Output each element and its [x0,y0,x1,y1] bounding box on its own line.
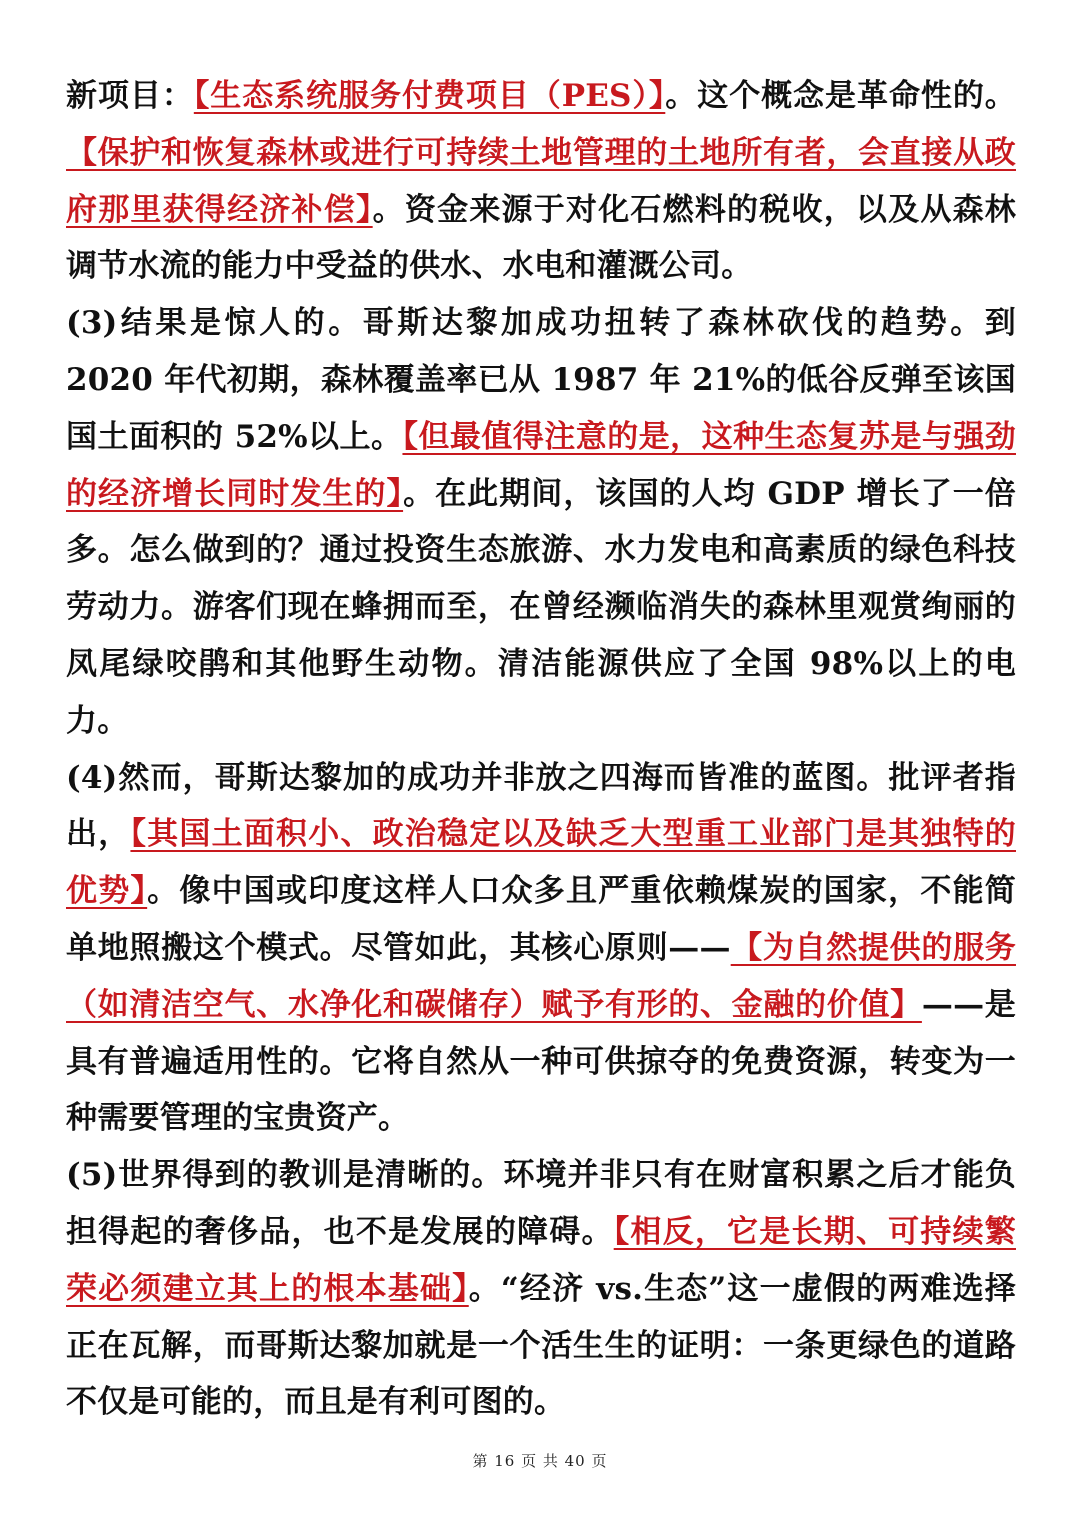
text-run: 。在此期间，该国的人均 GDP 增长了一倍多。怎么做到的？通过投资生态旅游、水力发电和高素质的绿色科技劳动力。游客们现在蜂拥而至，在曾经濒临消失的森林里观赏绚丽的凤尾绿咬鹃和其他野生动物。清洁能源供应了全国 98%以上的电力。 [66,475,1017,739]
text-run: (3)结果是惊人的。哥斯达黎加成功扭转了森林砍伐的趋势。到 2020 年代初期，森林覆盖率已从 1987 年 21%的低谷反弹至该国国土面积的 52%以上。 [66,305,1016,455]
page-number-footer: 第 16 页 共 40 页 [472,1452,608,1470]
highlighted-phrase: 【为自然提供的服务（如清洁空气、水净化和碳储存）赋予有形的、金融的价值】 [66,929,1016,1023]
paragraph-3-results [66,295,1016,749]
highlighted-phrase: 【其国土面积小、政治稳定以及缺乏大型重工业部门是其独特的优势】 [66,816,1016,910]
text-run: (4)然而，哥斯达黎加的成功并非放之四海而皆准的蓝图。批评者指出， [66,759,1016,853]
document-body [66,68,1016,1431]
paragraph-4-critique [66,750,1016,1148]
highlighted-phrase: 【保护和恢复森林或进行可持续土地管理的土地所有者，会直接从政府那里获得经济补偿】 [66,134,1016,228]
paragraph-pes-intro [66,68,1016,295]
highlighted-phrase: 【相反，它是长期、可持续繁荣必须建立其上的根本基础】 [66,1213,1016,1307]
text-run: 。“经济 vs.生态”这一虚假的两难选择正在瓦解，而哥斯达黎加就是一个活生生的证明：一条更绿色的道路不仅是可能的，而且是有利可图的。 [66,1270,1016,1421]
text-run: 。这个概念是革命性的。 [665,78,1016,114]
paragraph-5-lesson [66,1147,1016,1431]
highlighted-phrase: 【但最值得注意的是，这种生态复苏是与强劲的经济增长同时发生的】 [66,418,1016,512]
text-run: (5)世界得到的教训是清晰的。环境并非只有在财富积累之后才能负担得起的奢侈品，也不是发展的障碍。 [66,1157,1016,1250]
text-run: ——是具有普遍适用性的。它将自然从一种可供掠夺的免费资源，转变为一种需要管理的宝贵资产。 [66,986,1016,1137]
text-run: 。像中国或印度这样人口众多且严重依赖煤炭的国家，不能简单地照搬这个模式。尽管如此，其核心原则—— [66,873,1016,966]
highlighted-phrase: 【生态系统服务付费项目（PES）】 [193,78,666,114]
text-run: 。资金来源于对化石燃料的税收，以及从森林调节水流的能力中受益的供水、水电和灌溉公司。 [66,191,1016,285]
text-run: 新项目： [66,78,194,114]
